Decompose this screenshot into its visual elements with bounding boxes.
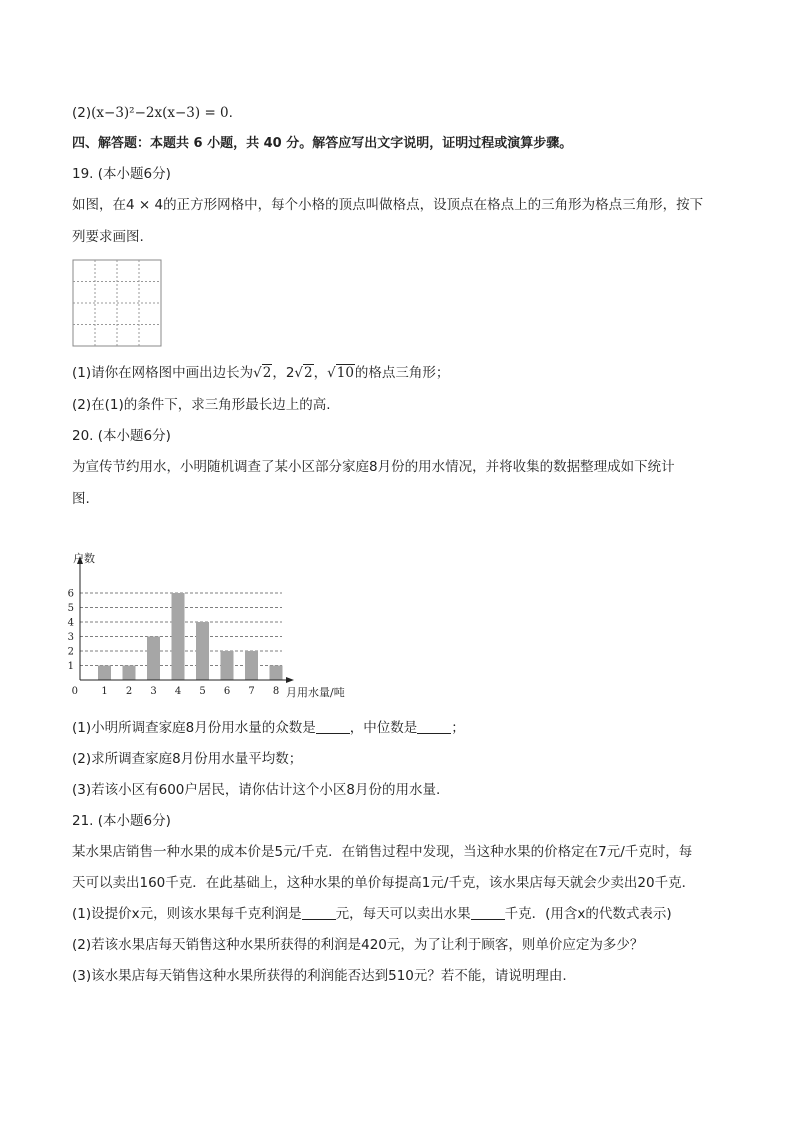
- x-axis-title: 月用水量/吨: [286, 686, 345, 699]
- sqrt-10: √10: [327, 365, 354, 381]
- q19-grid-figure: [72, 259, 162, 349]
- q18-part2: [72, 104, 233, 122]
- q20-part1-b: ，中位数是: [349, 720, 418, 736]
- q20-stem-line2: 图.: [72, 491, 90, 507]
- q19-part2: (2)在(1)的条件下，求三角形最长边上的高.: [72, 397, 331, 413]
- q19-part1: [72, 364, 449, 382]
- bar-2: [123, 666, 136, 681]
- q21-stem-line2: 天可以卖出160千克．在此基础上，这种水果的单价每提高1元/千克，该水果店每天就会少卖出20千克．: [72, 875, 696, 891]
- q21-part1-c: 千克．(用含x的代数式表示): [504, 906, 672, 922]
- q19-header: 19. (本小题6分): [72, 166, 171, 182]
- sqrt-2: √2: [253, 365, 272, 381]
- mode-answer-blank[interactable]: [316, 720, 350, 734]
- q19-part1-sep2: ，: [313, 365, 328, 381]
- x-tick-label: 7: [248, 686, 255, 697]
- bar-3: [147, 637, 160, 681]
- x-tick-label: 6: [223, 686, 231, 697]
- x-tick-label: 2: [125, 686, 133, 697]
- x-tick-label: 1: [101, 686, 108, 697]
- bar-1: [98, 666, 111, 681]
- section-4-title: 四、解答题：本题共 6 小题，共 40 分。解答应写出文字说明，证明过程或演算步骤。: [72, 136, 573, 151]
- q20-part1: [72, 719, 465, 737]
- q20-bar-chart: [64, 548, 364, 704]
- sqrt-10-radicand: 10: [336, 365, 354, 381]
- q19-part1-prefix: (1)请你在网格图中画出边长为: [72, 365, 254, 381]
- median-answer-blank[interactable]: [417, 720, 451, 734]
- bar-5: [196, 622, 209, 680]
- y-tick-label: 5: [67, 603, 74, 614]
- x-tick-label: 5: [199, 686, 206, 697]
- sqrt-2-second-radicand: 2: [304, 365, 313, 381]
- q20-part1-c: ；: [451, 720, 465, 736]
- y-tick-label: 4: [67, 617, 74, 629]
- q21-stem-line1: 某水果店销售一种水果的成本价是5元/千克．在销售过程中发现，当这种水果的价格定在7元/千克时，每: [72, 844, 693, 860]
- y-tick-label: 3: [67, 632, 74, 643]
- q20-header: 20. (本小题6分): [72, 428, 171, 444]
- q21-header: 21. (本小题6分): [72, 813, 171, 829]
- bar-7: [245, 651, 258, 680]
- x-tick-label: 4: [174, 686, 182, 697]
- q21-part2: (2)若该水果店每天销售这种水果所获得的利润是420元，为了让利于顾客，则单价应定为多少？: [72, 937, 644, 953]
- q19-stem-line2: 列要求画图.: [72, 229, 144, 245]
- sqrt-2-second: √2: [294, 365, 313, 381]
- q21-part3: (3)该水果店每天销售这种水果所获得的利润能否达到510元？若不能，请说明理由.: [72, 968, 567, 984]
- q21-part1-a: (1)设提价x元，则该水果每千克利润是: [72, 906, 302, 922]
- y-tick-label: 1: [67, 661, 74, 672]
- bar-8: [270, 666, 283, 681]
- bar-6: [221, 651, 234, 680]
- x-tick-label: 3: [150, 686, 157, 697]
- q19-part1-suffix: 的格点三角形；: [354, 365, 450, 381]
- x-axis-arrow: [286, 677, 294, 683]
- q18-part2-prefix: (2): [72, 105, 92, 121]
- q21-part1: [72, 905, 672, 923]
- y-tick-label: 6: [67, 588, 74, 600]
- q19-part1-sep1: ，2: [272, 365, 295, 381]
- q18-part2-expression: (x−3)²−2x(x−3) = 0: [91, 105, 229, 121]
- y-axis-title: 户数: [73, 552, 95, 565]
- profit-per-kg-blank[interactable]: [302, 906, 336, 920]
- sqrt-2-radicand: 2: [262, 365, 272, 381]
- q20-part1-a: (1)小明所调查家庭8月份用水量的众数是: [72, 720, 316, 736]
- x-tick-label: 8: [272, 686, 280, 697]
- daily-sales-blank[interactable]: [471, 906, 505, 920]
- q19-stem-line1: 如图，在4 × 4的正方形网格中，每个小格的顶点叫做格点，设顶点在格点上的三角形为格点三角形，按下: [72, 197, 704, 213]
- bar-4: [172, 593, 185, 680]
- q20-part2: (2)求所调查家庭8月份用水量平均数；: [72, 751, 303, 767]
- q21-part1-b: 元，每天可以卖出水果: [335, 906, 471, 922]
- origin-label: 0: [71, 686, 78, 697]
- y-tick-label: 2: [67, 646, 74, 658]
- q20-stem-line1: 为宣传节约用水，小明随机调查了某小区部分家庭8月份的用水情况，并将收集的数据整理成如下统计: [72, 459, 675, 475]
- q20-part3: (3)若该小区有600户居民，请你估计这个小区8月份的用水量.: [72, 782, 441, 798]
- q18-part2-end: .: [228, 105, 233, 121]
